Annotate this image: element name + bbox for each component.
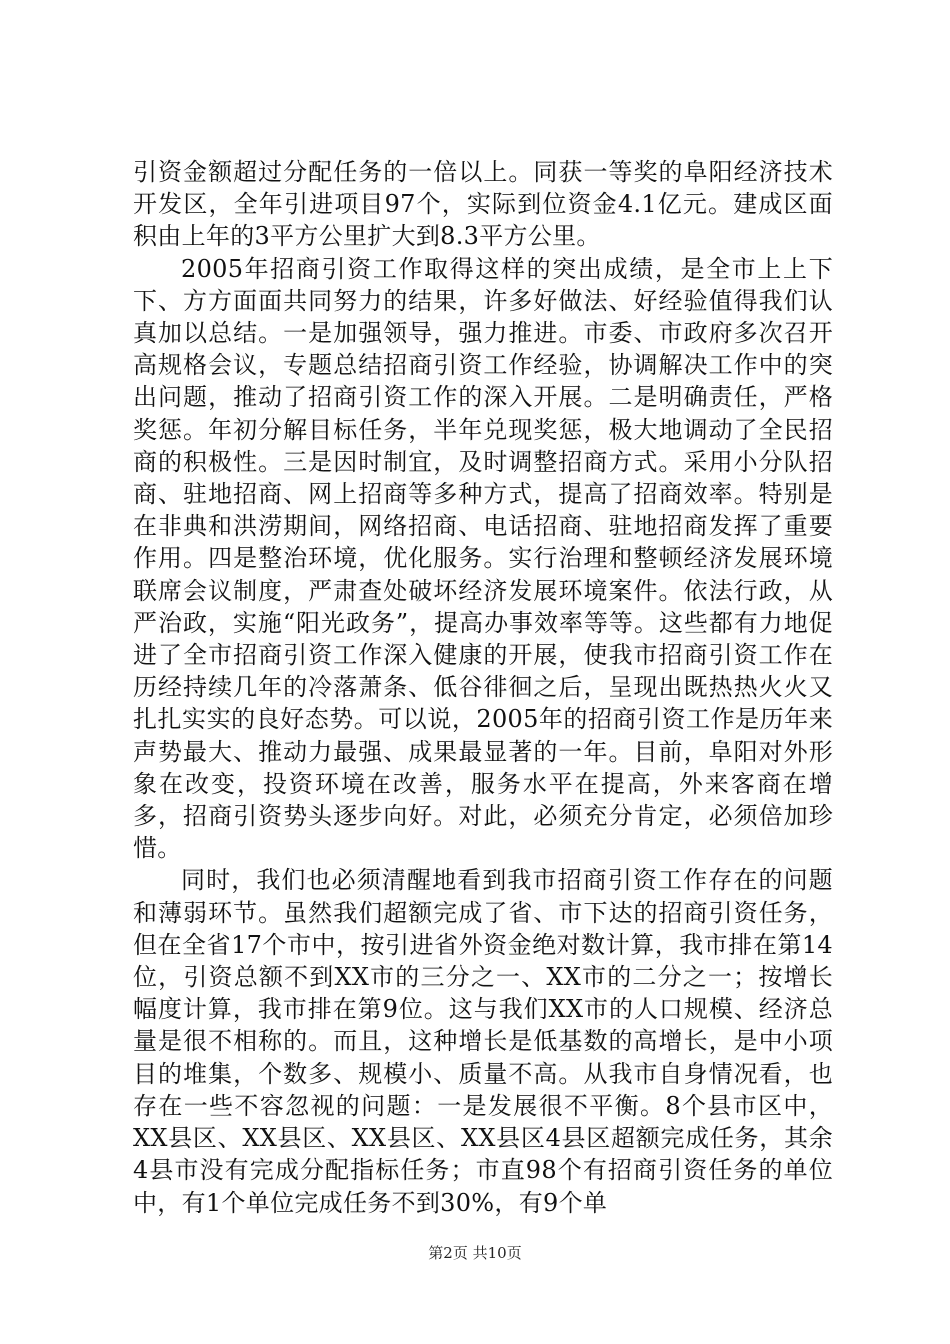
page-number-footer: 第2页 共10页: [428, 1244, 522, 1262]
paragraph-1: 引资金额超过分配任务的一倍以上。同获一等奖的阜阳经济技术开发区，全年引进项目97个，实际到位资金4.1亿元。建成区面积由上年的3平方公里扩大到8.3平方公里。: [133, 158, 833, 251]
paragraph-2: 2005年招商引资工作取得这样的突出成绩，是全市上上下下、方方面面共同努力的结果，许多好做法、好经验值得我们认真加以总结。一是加强领导，强力推进。市委、市政府多次召开高规格会议，专题总结招商引资工作经验，协调解决工作中的突出问题，推动了招商引资工作的深入开展。二是明确责任，严格奖惩。年初分解目标任务，半年兑现奖惩，极大地调动了全民招商的积极性。三是因时制宜，及时调整招商方式。采用小分队招商、驻地招商、网上招商等多种方式，提高了招商效率。特别是在非典和洪涝期间，网络招商、电话招商、驻地招商发挥了重要作用。四是整治环境，优化服务。实行治理和整顿经济发展环境联席会议制度，严肃查处破坏经济发展环境案件。依法行政，从严治政，实施“阳光政务”，提高办事效率等等。这些都有力地促进了全市招商引资工作深入健康的开展，使我市招商引资工作在历经持续几年的冷落萧条、低谷徘徊之后，呈现出既热热火火又扎扎实实的良好态势。可以说，2005年的招商引资工作是历年来声势最大、推动力最强、成果最显著的一年。目前，阜阳对外形象在改变，投资环境在改善，服务水平在提高，外来客商在增多，招商引资势头逐步向好。对此，必须充分肯定，必须倍加珍惜。: [133, 254, 833, 863]
paragraph-3: 同时，我们也必须清醒地看到我市招商引资工作存在的问题和薄弱环节。虽然我们超额完成了省、市下达的招商引资任务，但在全省17个市中，按引进省外资金绝对数计算，我市排在第14位，引资总额不到XX市的三分之一、XX市的二分之一；按增长幅度计算，我市排在第9位。这与我们XX市的人口规模、经济总量是很不相称的。而且，这种增长是低基数的高增长，是中小项目的堆集，个数多、规模小、质量不高。从我市自身情况看，也存在一些不容忽视的问题：一是发展很不平衡。8个县市区中，XX县区、XX县区、XX县区、XX县区4县区超额完成任务，其余4县市没有完成分配指标任务；市直98个有招商引资任务的单位中，有1个单位完成任务不到30%，有9个单: [133, 866, 833, 1217]
document-body: [133, 156, 833, 1219]
